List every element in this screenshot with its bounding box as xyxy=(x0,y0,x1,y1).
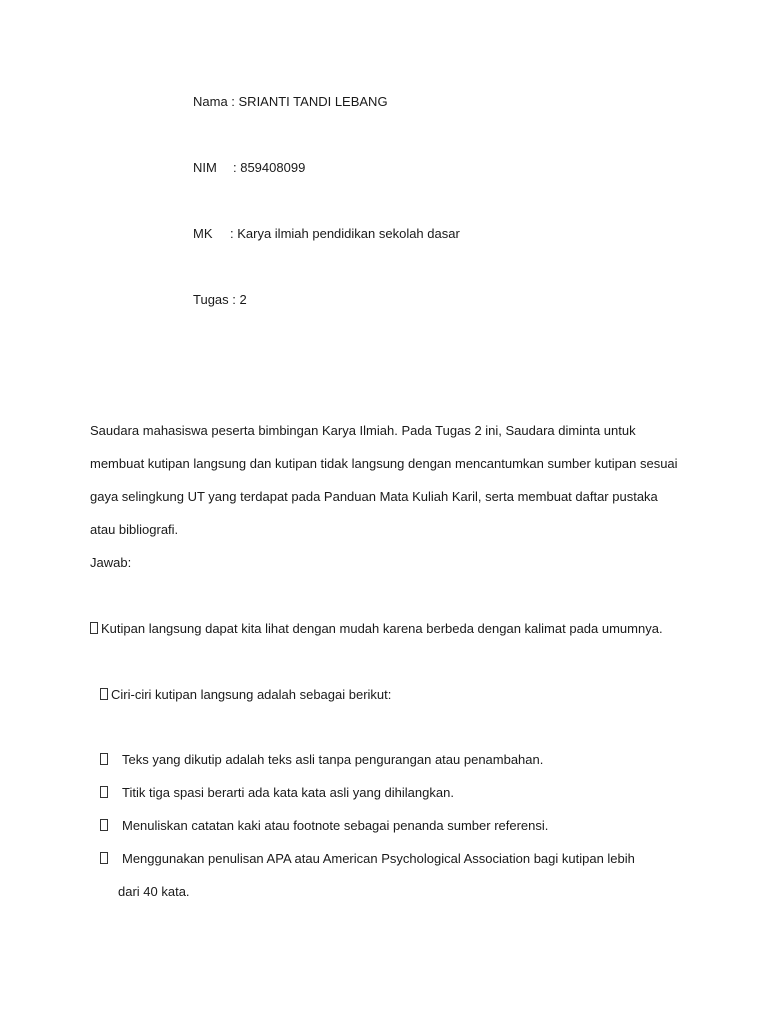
missing-glyph-icon xyxy=(100,753,108,765)
list-item-text: Menuliskan catatan kaki atau footnote sebagai penanda sumber referensi. xyxy=(122,818,549,833)
task-line: atau bibliografi. xyxy=(90,522,179,537)
student-name: Nama : SRIANTI TANDI LEBANG xyxy=(193,94,388,109)
nim-value: : 859408099 xyxy=(233,160,306,175)
student-nim xyxy=(193,160,305,176)
mk-value: : Karya ilmiah pendidikan sekolah dasar xyxy=(230,226,460,241)
list-item-continuation: dari 40 kata. xyxy=(118,884,190,899)
answer-subheading xyxy=(100,687,391,703)
missing-glyph-icon xyxy=(90,622,98,634)
list-item xyxy=(100,818,548,834)
nim-label: NIM xyxy=(193,160,217,175)
answer-intro-text: Kutipan langsung dapat kita lihat dengan mudah karena berbeda dengan kalimat pada umumnya. xyxy=(101,621,663,636)
list-item-text: Teks yang dikutip adalah teks asli tanpa pengurangan atau penambahan. xyxy=(122,752,544,767)
list-item xyxy=(100,752,543,768)
missing-glyph-icon xyxy=(100,688,108,700)
mk-label: MK xyxy=(193,226,213,241)
course-name xyxy=(193,226,460,242)
task-line: gaya selingkung UT yang terdapat pada Panduan Mata Kuliah Karil, serta membuat daftar pustaka xyxy=(90,489,658,504)
assignment-number: Tugas : 2 xyxy=(193,292,247,307)
list-item-text: Titik tiga spasi berarti ada kata kata asli yang dihilangkan. xyxy=(122,785,454,800)
missing-glyph-icon xyxy=(100,786,108,798)
task-line: membuat kutipan langsung dan kutipan tidak langsung dengan mencantumkan sumber kutipan sesuai xyxy=(90,456,678,471)
list-item xyxy=(100,851,635,867)
answer-intro xyxy=(90,621,663,637)
list-item-text: Menggunakan penulisan APA atau American Psychological Association bagi kutipan lebih xyxy=(122,851,635,866)
answer-subheading-text: Ciri-ciri kutipan langsung adalah sebagai berikut: xyxy=(111,687,392,702)
list-item xyxy=(100,785,454,801)
task-line: Saudara mahasiswa peserta bimbingan Karya Ilmiah. Pada Tugas 2 ini, Saudara diminta untuk xyxy=(90,423,636,438)
missing-glyph-icon xyxy=(100,852,108,864)
answer-label: Jawab: xyxy=(90,555,132,570)
missing-glyph-icon xyxy=(100,819,108,831)
